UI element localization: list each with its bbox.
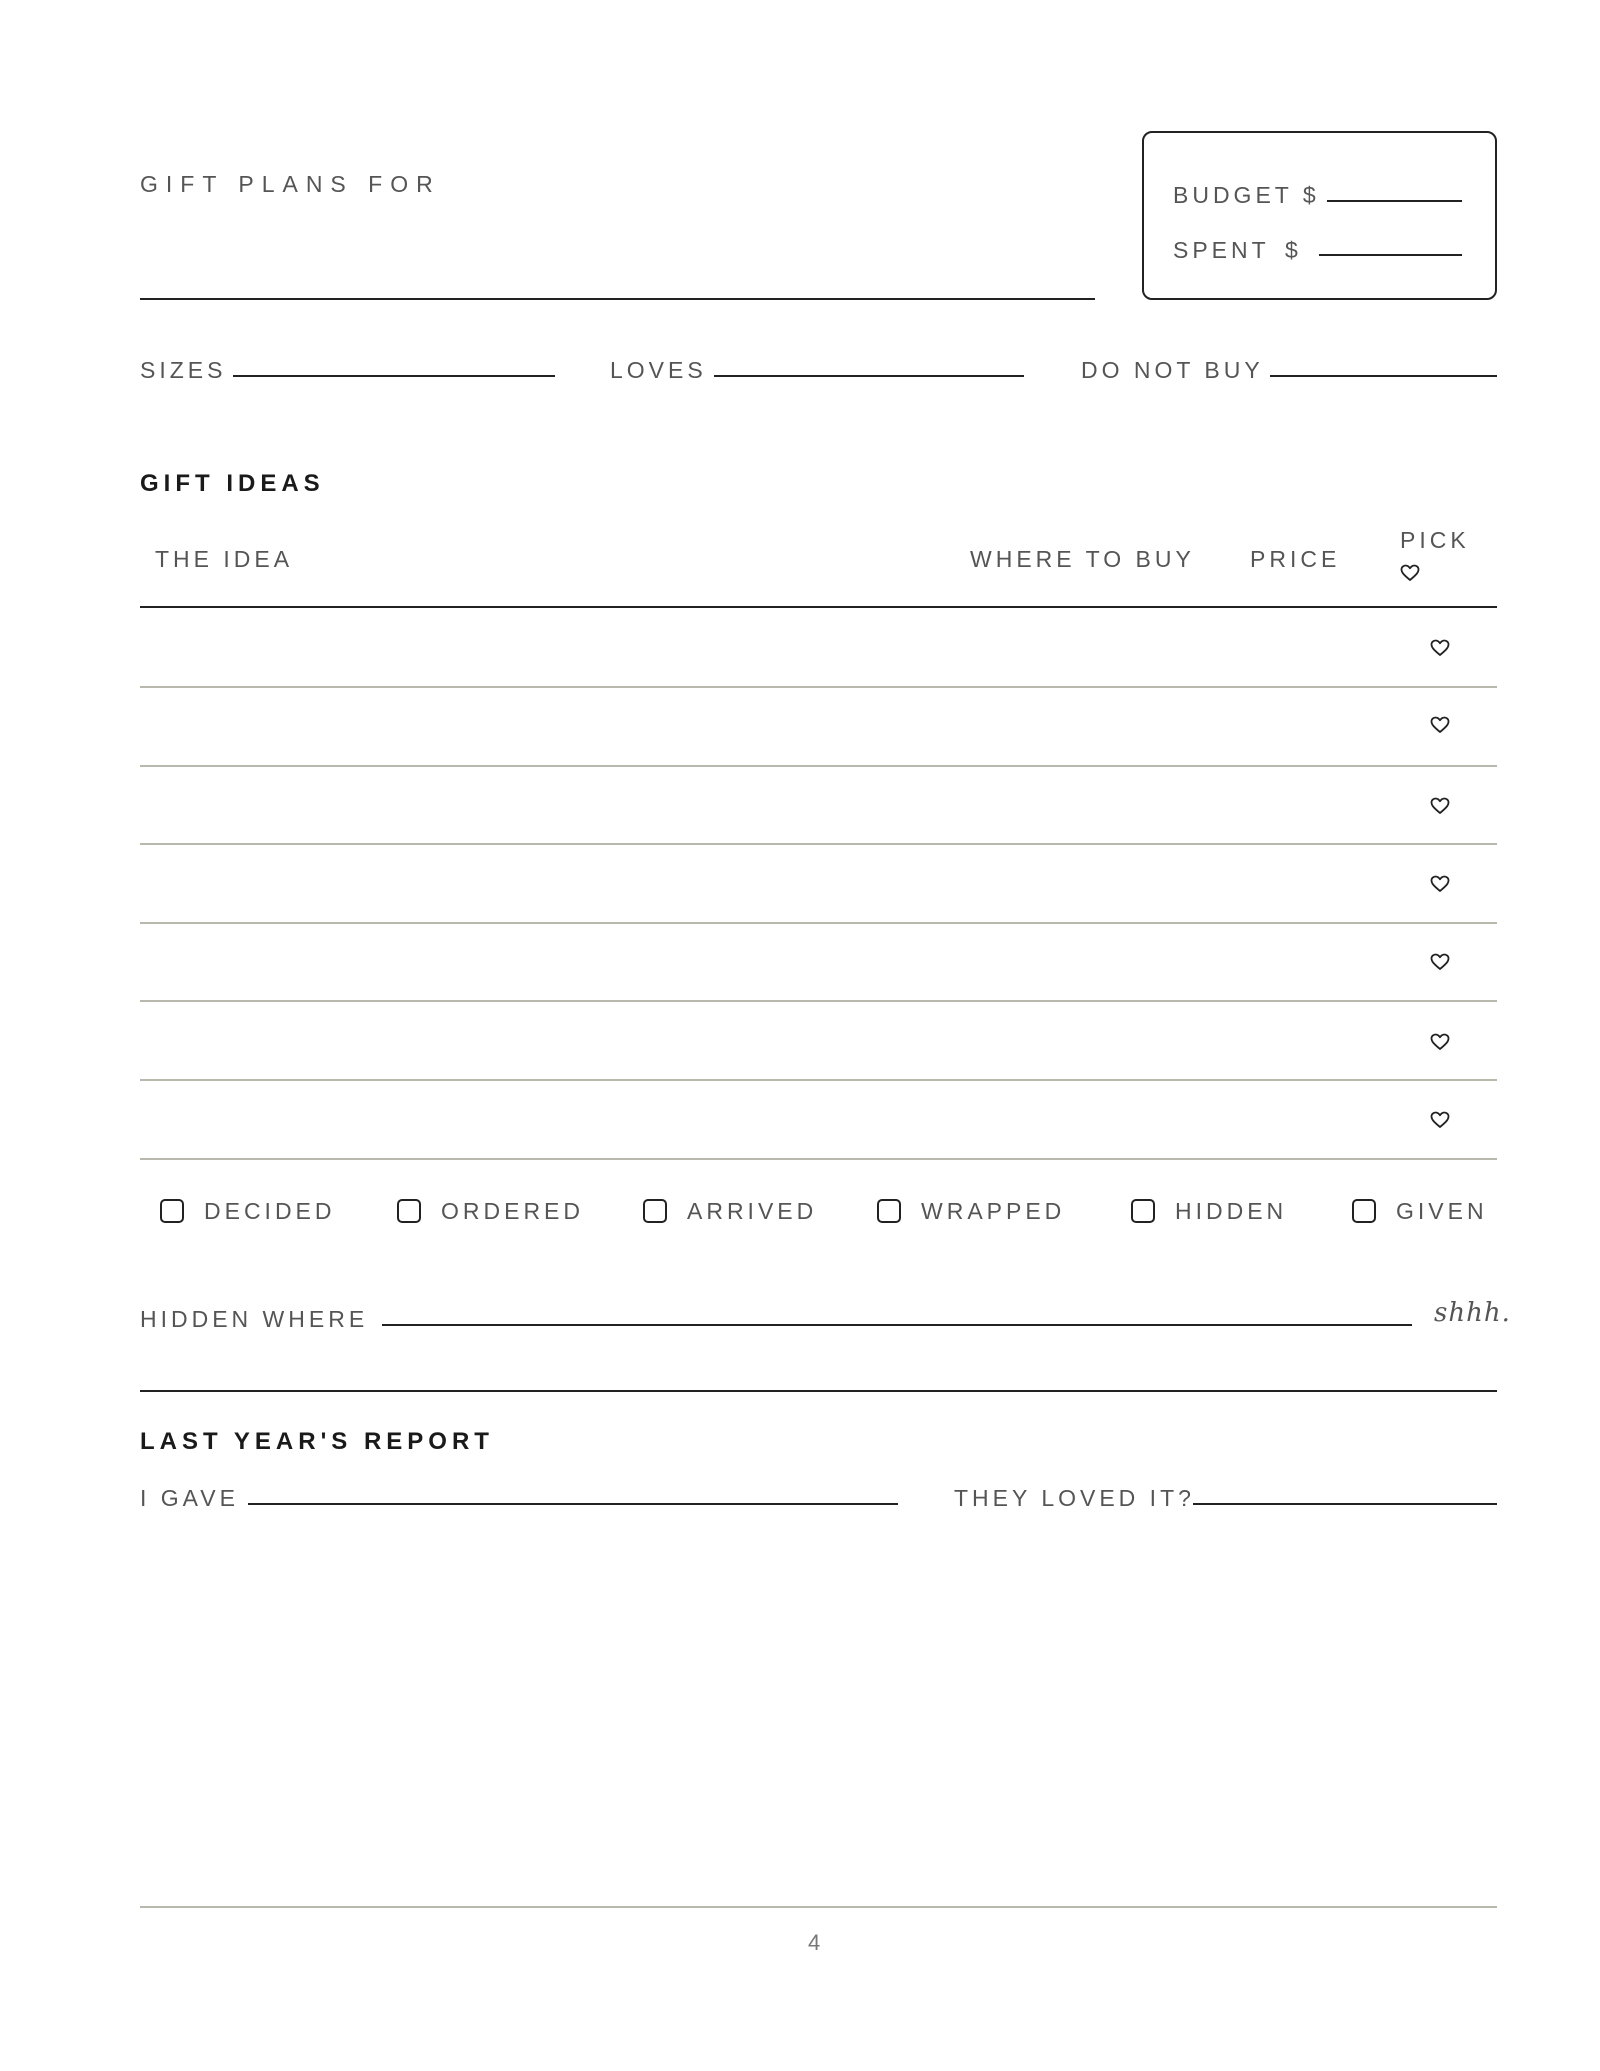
spent-amount-line[interactable] <box>1319 254 1462 256</box>
column-header-idea: THE IDEA <box>155 546 294 572</box>
pick-heart-icon[interactable] <box>1430 952 1450 972</box>
pick-heart-icon[interactable] <box>1430 638 1450 658</box>
i-gave-label: I GAVE <box>140 1485 239 1511</box>
status-label-ordered: ORDERED <box>441 1198 585 1224</box>
they-loved-it-label: THEY LOVED IT? <box>954 1485 1195 1511</box>
budget-box <box>1142 131 1497 300</box>
status-label-wrapped: WRAPPED <box>921 1198 1066 1224</box>
loves-label: LOVES <box>610 357 707 383</box>
status-label-decided: DECIDED <box>204 1198 336 1224</box>
spent-label: SPENT <box>1173 237 1270 263</box>
i-gave-line[interactable] <box>248 1503 898 1505</box>
pick-heart-icon[interactable] <box>1430 715 1450 735</box>
page-number: 4 <box>808 1930 821 1955</box>
status-checkbox-ordered[interactable] <box>397 1199 421 1223</box>
spent-currency-label: $ <box>1285 237 1302 263</box>
gift-idea-row-line[interactable] <box>140 765 1497 767</box>
recipient-name-line[interactable] <box>140 298 1095 300</box>
status-checkbox-given[interactable] <box>1352 1199 1376 1223</box>
loves-line[interactable] <box>714 375 1024 377</box>
page-title: GIFT PLANS FOR <box>140 171 441 197</box>
sizes-label: SIZES <box>140 357 227 383</box>
status-label-hidden: HIDDEN <box>1175 1198 1288 1224</box>
column-header-where: WHERE TO BUY <box>970 546 1195 572</box>
column-header-price: PRICE <box>1250 546 1341 572</box>
budget-amount-line[interactable] <box>1327 200 1462 202</box>
pick-heart-icon[interactable] <box>1430 1110 1450 1130</box>
pick-heart-icon[interactable] <box>1430 796 1450 816</box>
gift-ideas-heading: GIFT IDEAS <box>140 470 325 497</box>
hidden-where-line[interactable] <box>382 1324 1412 1326</box>
status-label-arrived: ARRIVED <box>687 1198 818 1224</box>
table-header-divider <box>140 606 1497 608</box>
column-header-pick: PICK <box>1400 527 1470 553</box>
status-checkbox-hidden[interactable] <box>1131 1199 1155 1223</box>
heart-icon <box>1400 563 1420 583</box>
pick-heart-icon[interactable] <box>1430 1032 1450 1052</box>
do-not-buy-line[interactable] <box>1270 375 1497 377</box>
shhh-note: shhh. <box>1434 1298 1511 1328</box>
status-checkbox-decided[interactable] <box>160 1199 184 1223</box>
sizes-line[interactable] <box>233 375 555 377</box>
status-checkbox-arrived[interactable] <box>643 1199 667 1223</box>
footer-divider <box>140 1906 1497 1908</box>
hidden-where-label: HIDDEN WHERE <box>140 1306 369 1332</box>
section-divider <box>140 1390 1497 1392</box>
gift-idea-row-line[interactable] <box>140 1079 1497 1081</box>
gift-idea-row-line[interactable] <box>140 922 1497 924</box>
status-checkbox-wrapped[interactable] <box>877 1199 901 1223</box>
gift-idea-row-line[interactable] <box>140 1000 1497 1002</box>
gift-idea-row-line[interactable] <box>140 1158 1497 1160</box>
last-year-heading: LAST YEAR'S REPORT <box>140 1428 494 1455</box>
they-loved-it-line[interactable] <box>1193 1503 1497 1505</box>
status-label-given: GIVEN <box>1396 1198 1488 1224</box>
gift-idea-row-line[interactable] <box>140 686 1497 688</box>
pick-heart-icon[interactable] <box>1430 874 1450 894</box>
gift-idea-row-line[interactable] <box>140 843 1497 845</box>
do-not-buy-label: DO NOT BUY <box>1081 357 1264 383</box>
budget-label: BUDGET $ <box>1173 182 1320 208</box>
